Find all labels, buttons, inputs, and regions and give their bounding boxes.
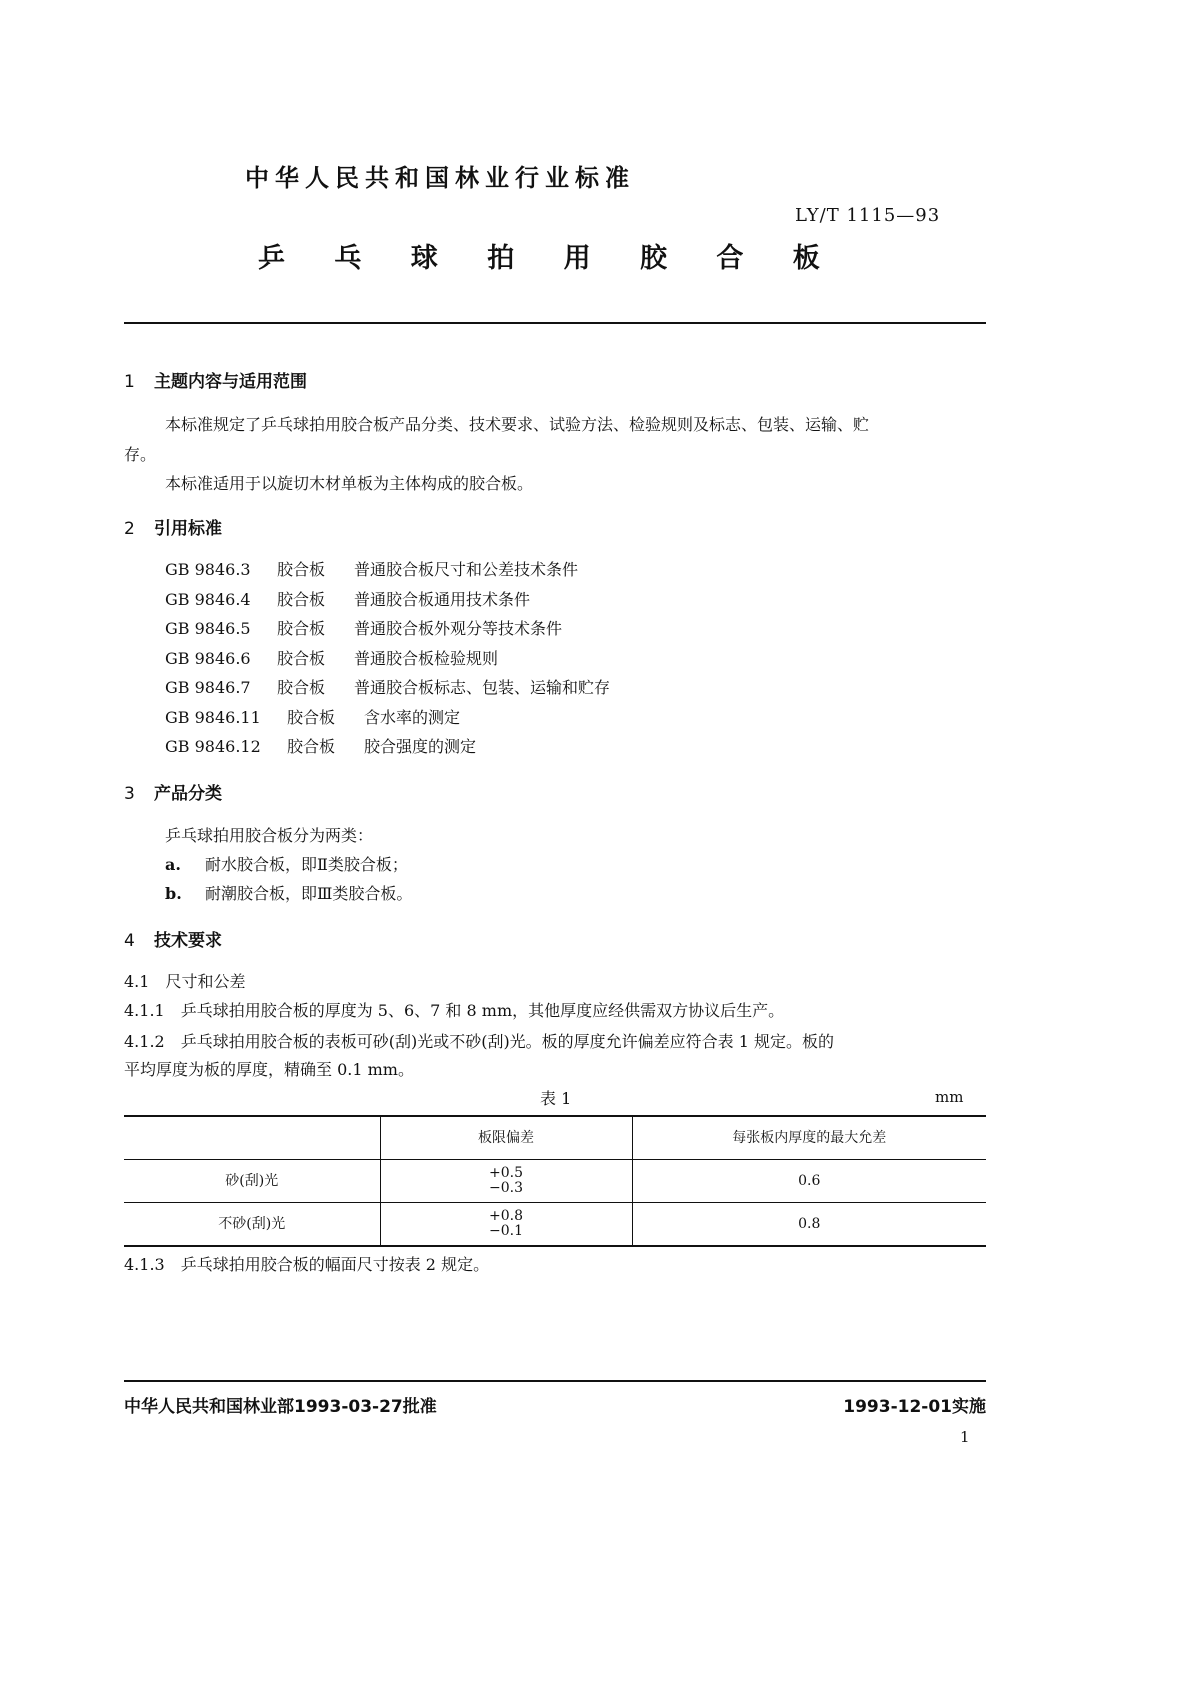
reference-name: 含水率的测定 [364,707,461,727]
section-title: 引用标准 [154,519,222,539]
reference-item [165,705,460,728]
deviation-cell [380,1203,632,1247]
table-row [124,1203,986,1247]
reference-cat: 胶合板 [277,648,326,668]
reference-code: GB 9846.7 [165,678,251,697]
subsection-4-1: 4.1 尺寸和公差 [124,972,246,991]
reference-item [165,587,530,610]
section-title: 主题内容与适用范围 [154,372,307,392]
type-cell: 不砂(刮)光 [218,1215,286,1232]
effective-date: 1993-12-01实施 [843,1397,986,1417]
reference-cat: 胶合板 [287,707,336,727]
list-item [165,852,408,875]
reference-item [165,646,498,669]
reference-item [165,616,562,639]
reference-name: 普通胶合板通用技术条件 [354,589,531,609]
reference-code: GB 9846.4 [165,589,251,609]
issuing-body: 中华人民共和国林业行业标准 [245,164,635,192]
max-tolerance-cell: 0.8 [632,1203,986,1247]
page-number: 1 [960,1428,970,1446]
type-cell: 砂(刮)光 [124,1160,380,1203]
clause-4-1-1: 4.1.1 乒乓球拍用胶合板的厚度为 5、6、7 和 8 mm，其他厚度应经供需双方协议后生产。 [124,1001,785,1020]
reference-cat: 胶合板 [277,678,326,697]
header-cell [124,1116,380,1160]
list-mark: a. [165,855,181,874]
header-rule [124,322,986,324]
list-item [165,881,412,904]
plus-deviation: +0.5 [489,1165,523,1181]
reference-item [165,734,476,757]
list-mark: b. [165,884,182,903]
section-number: 2 [124,519,135,539]
section-number: 4 [124,931,135,951]
list-text: 耐水胶合板，即Ⅱ类胶合板； [205,855,408,874]
minus-deviation: −0.1 [489,1223,523,1239]
table-row [124,1160,986,1203]
section-1-heading [124,367,307,392]
reference-name: 普通胶合板尺寸和公差技术条件 [354,560,579,579]
paragraph: 本标准规定了乒乓球拍用胶合板产品分类、技术要求、试验方法、检验规则及标志、包装、运输、贮 [165,415,870,434]
reference-name: 胶合强度的测定 [364,737,477,756]
section-number: 3 [124,784,135,804]
minus-deviation: −0.3 [489,1180,523,1196]
reference-code: GB 9846.12 [165,737,261,756]
reference-cat: 胶合板 [277,619,326,638]
header-cell: 板限偏差 [380,1116,632,1160]
paragraph: 乒乓球拍用胶合板分为两类： [165,826,374,845]
table-caption: 表 1 [540,1089,572,1108]
table-header-row [124,1116,986,1160]
section-3-heading [124,779,222,804]
table-unit: mm [935,1088,964,1106]
clause-4-1-2-cont: 平均厚度为板的厚度，精确至 0.1 mm。 [124,1060,414,1079]
plus-deviation: +0.8 [489,1208,523,1224]
max-tolerance-cell: 0.6 [632,1160,986,1203]
reference-name: 普通胶合板外观分等技术条件 [354,619,563,638]
reference-cat: 胶合板 [277,589,326,609]
reference-code: GB 9846.6 [165,648,251,668]
header-cell: 每张板内厚度的最大允差 [632,1116,986,1160]
footer-rule [124,1380,986,1382]
reference-code: GB 9846.11 [165,707,261,727]
deviation-cell [380,1160,632,1203]
standard-code: LY/T 1115—93 [795,205,941,226]
section-2-heading [124,514,222,539]
reference-name: 普通胶合板检验规则 [354,648,499,668]
reference-code: GB 9846.3 [165,560,251,579]
reference-cat: 胶合板 [287,737,336,756]
paragraph-cont: 存。 [124,445,157,464]
reference-item [165,557,578,580]
reference-cat: 胶合板 [277,560,326,579]
reference-code: GB 9846.5 [165,619,251,638]
approval-date: 中华人民共和国林业部1993-03-27批准 [124,1397,437,1417]
clause-4-1-3: 4.1.3 乒乓球拍用胶合板的幅面尺寸按表 2 规定。 [124,1255,490,1274]
document-title: 乒 乓 球 拍 用 胶 合 板 [258,243,840,274]
section-4-heading [124,926,222,951]
section-number: 1 [124,372,135,392]
list-text: 耐潮胶合板，即Ⅲ类胶合板。 [205,884,413,903]
paragraph: 本标准适用于以旋切木材单板为主体构成的胶合板。 [165,474,534,493]
section-title: 产品分类 [154,784,222,804]
section-title: 技术要求 [154,931,222,951]
tolerance-table [124,1115,986,1247]
reference-name: 普通胶合板标志、包装、运输和贮存 [354,678,611,697]
reference-item [165,675,610,698]
clause-4-1-2: 4.1.2 乒乓球拍用胶合板的表板可砂(刮)光或不砂(刮)光。板的厚度允许偏差应符合表 1 规定。板的 [124,1032,835,1051]
